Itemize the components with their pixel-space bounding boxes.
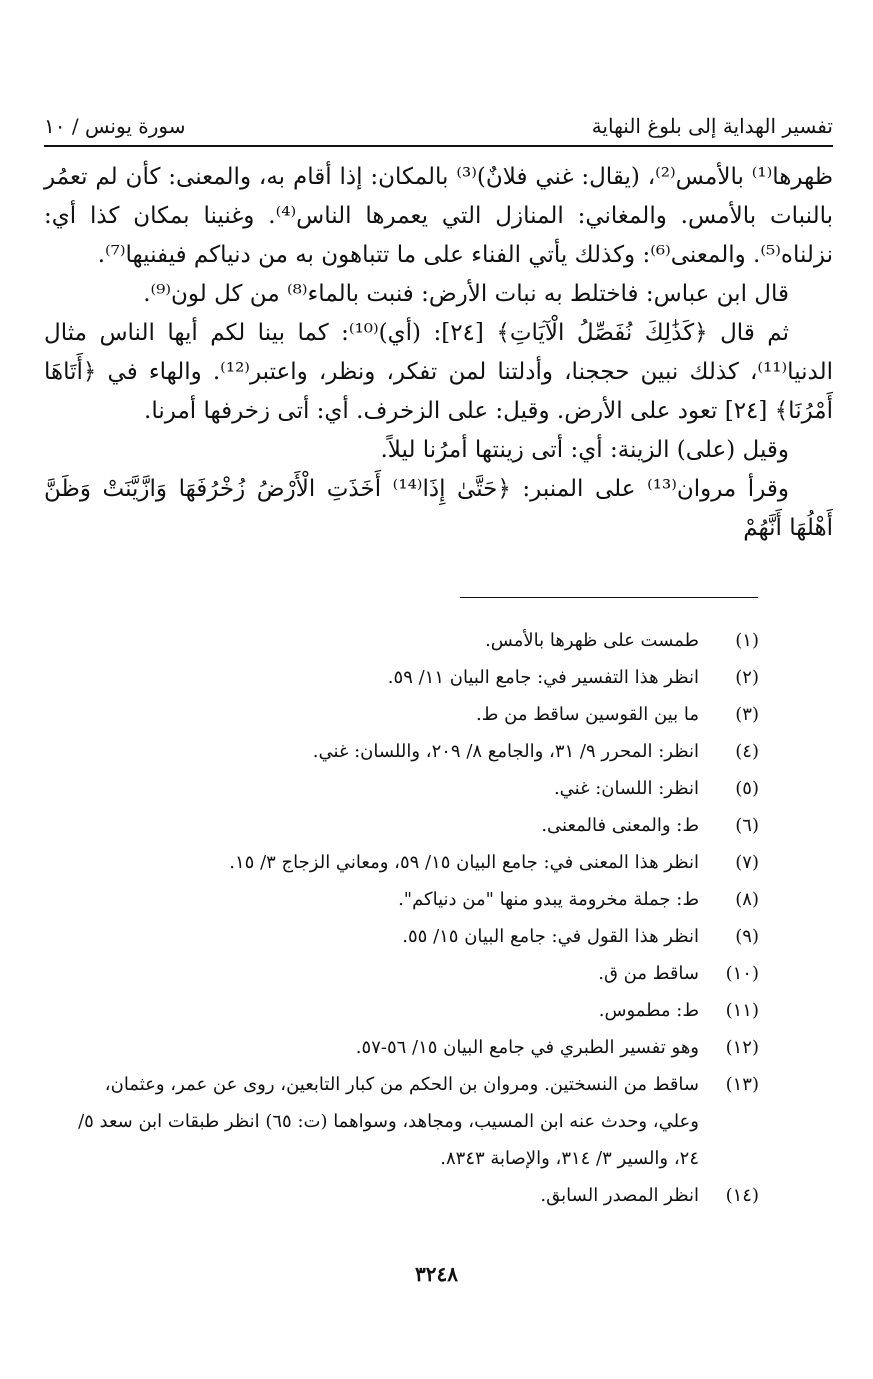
footnote-number: (٧) <box>735 852 759 873</box>
footnote-text: ساقط من ق. <box>598 963 699 984</box>
footnote <box>54 1066 759 1177</box>
main-text <box>44 158 833 548</box>
running-header <box>44 98 833 138</box>
footnote-number: (٩) <box>735 926 759 947</box>
footnote-text: انظر هذا المعنى في: جامع البيان ١٥/ ٥٩، ومعاني الزجاج ٣/ ١٥. <box>229 852 699 873</box>
body-paragraph: وقيل (على) الزينة: أي: أتى زينتها أمرُنا ليلاً. <box>380 437 789 463</box>
footnote <box>54 955 759 992</box>
footnote <box>54 992 759 1029</box>
footnote-divider <box>460 597 758 598</box>
footnote-number: (١١) <box>725 1000 759 1021</box>
body-paragraph: وقرأ مروان⁽¹³⁾ على المنبر: ﴿حَتَّىٰ إِذَا⁽¹⁴⁾ أَخَذَتِ الْأَرْضُ زُخْرُفَهَا وَازَّيَّنَتْ وَظَنَّ أَهْلُهَا أَنَّهُمْ <box>44 476 833 541</box>
book-title: تفسير الهداية إلى بلوغ النهاية <box>591 114 833 138</box>
footnote-text: ط: والمعنى فالمعنى. <box>541 815 699 836</box>
footnote-number: (١٤) <box>725 1185 759 1206</box>
chapter-label: سورة يونس / ١٠ <box>44 114 186 138</box>
footnote-text: طمست على ظهرها بالأمس. <box>485 630 699 651</box>
footnote-number: (١٢) <box>725 1037 759 1058</box>
footnote <box>54 622 759 659</box>
footnote <box>54 918 759 955</box>
body-paragraph: قال ابن عباس: فاختلط به نبات الأرض: فنبت بالماء⁽⁸⁾ من كل لون⁽⁹⁾. <box>143 281 789 307</box>
footnote-number: (٤) <box>735 741 759 762</box>
page-number: ٣٢٤٨ <box>415 1262 458 1286</box>
footnote-text: ط: مطموس. <box>598 1000 699 1021</box>
footnote <box>54 696 759 733</box>
footnote-number: (٨) <box>735 889 759 910</box>
footnote <box>54 844 759 881</box>
footnote-text: انظر هذا التفسير في: جامع البيان ١١/ ٥٩. <box>387 667 699 688</box>
footnote-number: (٥) <box>735 778 759 799</box>
footnote-text: انظر: المحرر ٩/ ٣١، والجامع ٨/ ٢٠٩، واللسان: غني. <box>312 741 699 762</box>
footnote-number: (٦) <box>735 815 759 836</box>
footnote-number: (٢) <box>735 667 759 688</box>
footnote <box>54 807 759 844</box>
footnote <box>54 1029 759 1066</box>
footnote-number: (١) <box>735 630 759 651</box>
footnote-text: انظر: اللسان: غني. <box>553 778 699 799</box>
footnote-text: وهو تفسير الطبري في جامع البيان ١٥/ ٥٦-٥٧. <box>355 1037 699 1058</box>
footnote <box>54 881 759 918</box>
body-paragraph: ثم قال ﴿كَذَٰلِكَ نُفَصِّلُ الْآيَاتِ﴾ [٢٤]: (أي)⁽¹⁰⁾: كما بينا لكم أيها الناس مثال الدنيا⁽¹¹⁾، كذلك نبين حججنا، وأدلتنا لمن تفكر، ونظر، واعتبر⁽¹²⁾. والهاء في ﴿أَتَاهَا أَمْرُنَا﴾ [٢٤] تعود على الأرض. وقيل: على الزخرف. أي: أتى زخرفها أمرنا. <box>44 320 834 424</box>
footnote-text: ط: جملة مخرومة يبدو منها "من دنياكم". <box>398 889 699 910</box>
footnote-text: انظر المصدر السابق. <box>540 1185 699 1206</box>
footnote <box>54 733 759 770</box>
footnote-text: انظر هذا القول في: جامع البيان ١٥/ ٥٥. <box>402 926 699 947</box>
footnote <box>54 659 759 696</box>
footnote <box>54 1177 759 1214</box>
footnote-text: ساقط من النسختين. ومروان بن الحكم من كبار التابعين، روى عن عمر، وعثمان، وعلي، وحدث عنه ابن المسيب، ومجاهد، وسواهما (ت: ٦٥) انظر طبقات ابن سعد ٥/ ٢٤، والسير ٣/ ٣١٤، والإصابة ٨٣٤٣. <box>78 1074 699 1169</box>
footnote-text: ما بين القوسين ساقط من ط. <box>476 704 699 725</box>
body-paragraph: ظهرها⁽¹⁾ بالأمس⁽²⁾، (يقال: غني فلانٌ)⁽³⁾ بالمكان: إذا أقام به، والمعنى: كأن لم تعمُر بالنبات بالأمس. والمغاني: المنازل التي يعمرها الناس⁽⁴⁾. وغنينا بمكان كذا أي: نزلناه⁽⁵⁾. والمعنى⁽⁶⁾: وكذلك يأتي الفناء على ما تتباهون به من دنياكم فيفنيها⁽⁷⁾. <box>44 164 834 268</box>
footnote-number: (١٠) <box>725 963 759 984</box>
footnote-number: (١٣) <box>725 1074 759 1095</box>
footnotes <box>54 622 759 1214</box>
footnote-number: (٣) <box>735 704 759 725</box>
header-divider <box>44 145 833 147</box>
footnote <box>54 770 759 807</box>
